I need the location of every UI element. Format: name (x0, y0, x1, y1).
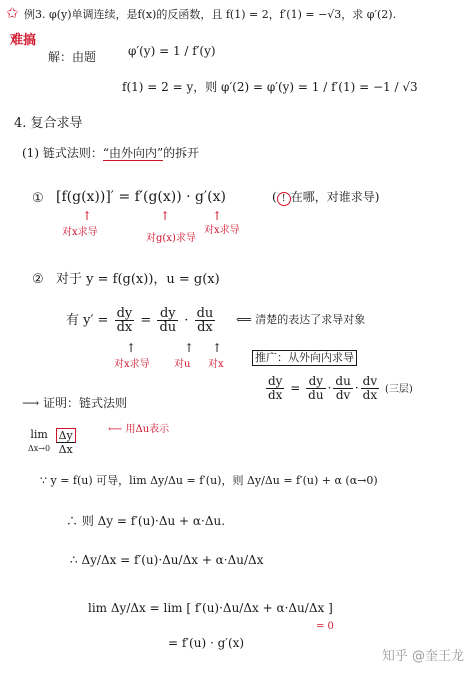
up-arrow-icon: ↑ (82, 209, 93, 223)
ext-note: (三层) (384, 384, 413, 395)
up-arrow-icon: ↑ (160, 209, 171, 223)
item2-label-u: 对u (174, 359, 191, 370)
proof-line-4-note: = 0 (316, 621, 334, 632)
proof-line-5: = f′(u) · g′(x) (168, 636, 245, 650)
proof-limit: lim Δx→0 $\frac{\Delta y}{\Delta x}$ (28, 428, 78, 456)
difficulty-tag: 难搞 (10, 33, 37, 48)
chain-rule-suffix: 的拆开 (163, 146, 200, 160)
proof-line-2: ∴ 则 Δy = f′(u)·Δu + α·Δu. (66, 514, 226, 528)
solution-label: 解：由题 (48, 50, 97, 64)
up-arrow-icon: ↑ (212, 341, 223, 355)
proof-frac-dy-dx: $\frac{\Delta y}{\Delta x}$ (56, 428, 76, 456)
fraction-dy-du: $\frac{dy}{du}$ (159, 306, 177, 335)
item2-formula: 有 y′ = $\frac{dy}{dx}$ = $\frac{dy}{du}$ · $\frac{du}{dx}$ (66, 306, 214, 335)
proof-title: ⟶ 证明：链式法则 (22, 396, 128, 410)
emphasis-mark-icon: ! (277, 192, 291, 206)
star-icon: ✩ (6, 4, 19, 22)
item2-extend-label (252, 350, 357, 366)
proof-line-3: ∴ Δy/Δx = f′(u)·Δu/Δx + α·Δu/Δx (70, 553, 264, 567)
ext-fraction-dy-du: $\frac{dy}{du}$ (308, 374, 324, 402)
item2-text: 对于 y = f(g(x))，u = g(x) (56, 272, 220, 287)
proof-boxed-dy: Δy (56, 428, 76, 443)
watermark: 知乎 @奎王龙 (381, 649, 464, 664)
item1-note: ( ! 在哪，对谁求导) (272, 190, 380, 204)
item2-arrow-note: ⟸ 清楚的表达了求导对象 (236, 313, 366, 326)
section-title: 4. 复合求导 (14, 116, 83, 131)
inverse-derivative-formula: φ′(y) = 1 / f′(y) (128, 44, 216, 58)
ext-fraction-du-dv: $\frac{du}{dv}$ (335, 374, 351, 402)
item1-label-gx: 对g(x)求导 (146, 233, 196, 244)
item1-number: ① (32, 191, 44, 206)
item1-formula: [f(g(x))]′ = f′(g(x)) · g′(x) (56, 189, 226, 205)
item2-formula-prefix: 有 y′ = (66, 313, 109, 328)
fraction-dy-dx: $\frac{dy}{dx}$ (116, 306, 133, 335)
extended-formula: $\frac{dy}{dx}$ = $\frac{dy}{du}$ · $\frac{du}{dv}$ · $\frac{dv}{dx}$ (三层) (268, 374, 413, 402)
ext-fraction-dy-dx: $\frac{dy}{dx}$ (268, 374, 283, 402)
ext-fraction-dv-dx: $\frac{dv}{dx}$ (362, 374, 378, 402)
up-arrow-icon: ↑ (184, 341, 195, 355)
item2-label-x: 对x求导 (114, 359, 150, 370)
solution-equation: f(1) = 2 = y，则 φ′(2) = φ′(y) = 1 / f′(1) = −1 / √3 (122, 80, 418, 94)
up-arrow-icon: ↑ (126, 341, 137, 355)
item2-number: ② (32, 272, 44, 287)
proof-limit-note: ⟵ 用Δu表示 (108, 424, 170, 435)
item1-label-inner-x: 对x求导 (204, 225, 240, 236)
fraction-du-dx: $\frac{du}{dx}$ (196, 306, 214, 335)
extend-label-box: 推广：从外向内求导 (252, 350, 357, 366)
up-arrow-icon: ↑ (212, 209, 223, 223)
chain-rule-prefix: (1) 链式法则： (22, 146, 103, 160)
example-title: 例3. φ(y)单调连续，是f(x)的反函数，且 f(1) = 2，f′(1) = −√3，求 φ′(2). (24, 8, 397, 21)
proof-line-1: ∵ y = f(u) 可导，lim Δy/Δu = f′(u)，则 Δy/Δu = f′(u) + α (α→0) (40, 474, 378, 487)
chain-rule-highlight: “由外向内” (102, 146, 164, 160)
item2-label-x2: 对x (208, 359, 224, 370)
chain-rule-subtitle (22, 146, 199, 160)
item1-label-outer-x: 对x求导 (62, 227, 98, 238)
proof-line-4: lim Δy/Δx = lim [ f′(u)·Δu/Δx + α·Δu/Δx ] (88, 601, 333, 615)
